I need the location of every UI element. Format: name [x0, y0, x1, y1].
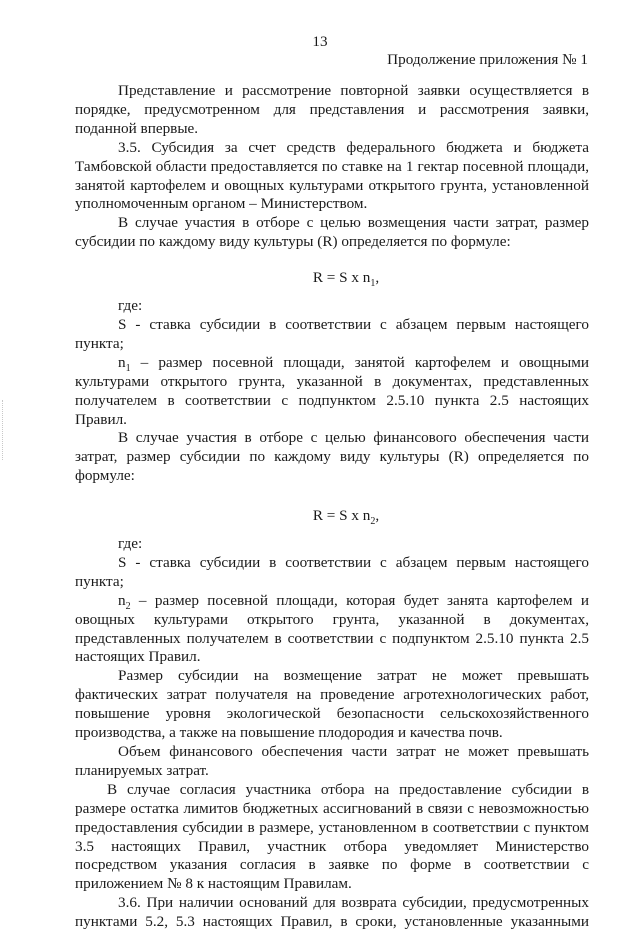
paragraph-resubmission: Представление и рассмотрение повторной заявки осуществляется в порядке, предусмотренном для представления и рассмотрения заявки, поданной впервые. [75, 82, 589, 137]
paragraph-3-6: 3.6. При наличии оснований для возврата субсидии, предусмотренных пунктами 5.2, 5.3 настоящих Правил, в сроки, установленные указанными [75, 894, 589, 931]
variable-subscript: 1 [125, 362, 131, 374]
definition-n1 [75, 354, 589, 430]
page-number: 13 [312, 33, 328, 50]
where-label-1: где: [118, 297, 143, 315]
formula-subscript: 1 [370, 278, 376, 290]
document-body [75, 82, 589, 932]
definition-s-2: S - ставка субсидии в соответствии с абзацем первым настоящего пункта; [75, 553, 589, 590]
paragraph-reimbursement-formula-intro: В случае участия в отборе с целью возмещения части затрат, размер субсидии по каждому виду культуры (R) определяется по формуле: [75, 214, 589, 251]
paragraph-remaining-limits: В случае согласия участника отбора на предоставление субсидии в размере остатка лимитов бюджетных ассигнований в связи с невозможностью предоставления субсидии в размере, установленном в соответствии с пунктом 3.5 настоящих Правил, участник отбора уведомляет Министерство посредством указания согласия в заявке по форме в соответствии с приложением № 8 к настоящим Правилам. [75, 780, 589, 893]
definition-n2 [75, 592, 589, 668]
definition-text: – размер посевной площади, занятой картофелем и овощными культурами открытого грунта, указанной в документах, представленных получателем в соответствии с подпунктом 2.5.10 пункта 2.5 настоящих Правил. [75, 353, 589, 428]
variable-subscript: 2 [125, 600, 131, 612]
formula-main: R = S x n [312, 269, 371, 287]
formula-end: , [375, 269, 380, 287]
formula-subscript: 2 [370, 516, 376, 528]
appendix-header: Продолжение приложения № 1 [387, 51, 588, 68]
formula-main: R = S x n [312, 507, 371, 525]
definition-text: – размер посевной площади, которая будет занята картофелем и овощных культурами открытого грунта, указанной в документах, представленных получателем в соответствии с подпунктом 2.5.10 пункта 2.5 настоящих Правил. [75, 591, 589, 666]
formula-r-n2 [103, 507, 589, 526]
margin-mark [2, 400, 4, 460]
paragraph-3-5: 3.5. Субсидия за счет средств федерального бюджета и бюджета Тамбовской области предоставляется по ставке на 1 гектар посевной площади, занятой картофелем и овощных культурами открытого грунта, установленной уполномоченным органом – Министерством. [75, 138, 589, 213]
paragraph-reimbursement-limit: Размер субсидии на возмещение затрат не может превышать фактических затрат получателя на проведение агротехнологических работ, повышение уровня экологической безопасности сельскохозяйственного производства, а также на повышение плодородия и качества почв. [75, 667, 589, 742]
formula-end: , [375, 507, 380, 525]
paragraph-financing-limit: Объем финансового обеспечения части затрат не может превышать планируемых затрат. [75, 743, 589, 779]
formula-r-n1 [103, 269, 589, 288]
definition-s-1: S - ставка субсидии в соответствии с абзацем первым настоящего пункта; [75, 315, 589, 352]
variable-n: n [118, 591, 126, 609]
where-label-2: где: [118, 535, 143, 553]
paragraph-financing-formula-intro: В случае участия в отборе с целью финансового обеспечения части затрат, размер субсидии по каждому виду культуры (R) определяется по формуле: [75, 429, 589, 485]
variable-n: n [118, 353, 126, 371]
